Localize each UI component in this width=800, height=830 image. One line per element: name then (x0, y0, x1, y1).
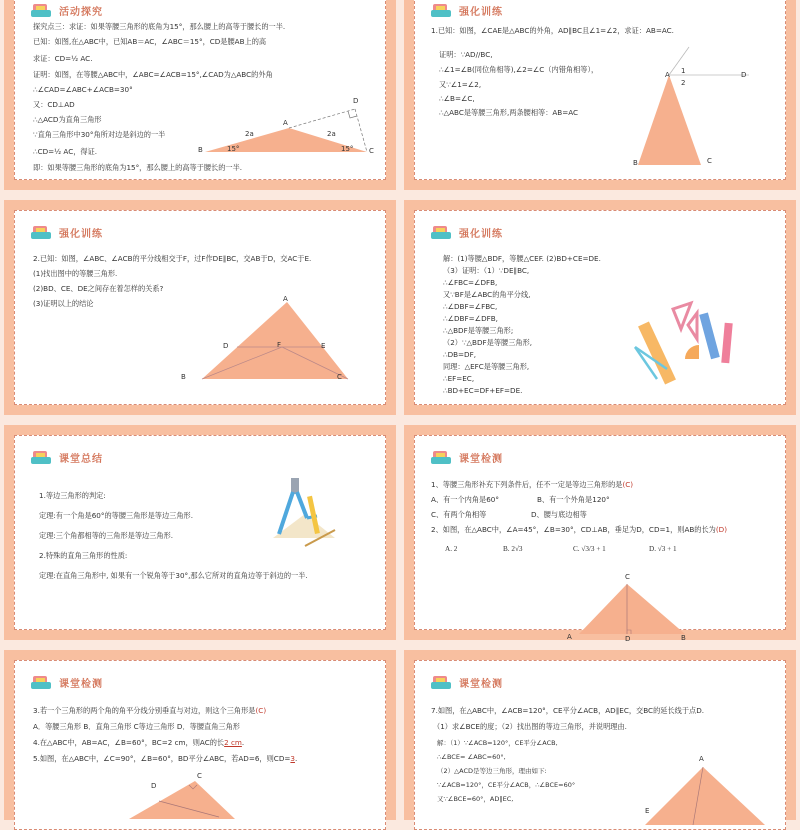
text-line: (2)BD、CE、DE之间存在着怎样的关系? (33, 284, 164, 293)
question-text: 1.已知：如图，∠CAE是△ABC的外角，AD∥BC且∠1=∠2，求证：AB=AC. (431, 26, 674, 35)
vertex-label: A (699, 755, 704, 763)
slide-title: 强化训练 (459, 229, 503, 240)
angle-label: 2 (681, 79, 686, 87)
text-line: ∴∠CAD=∠ABC+∠ACB=30° (33, 85, 133, 94)
triangle-diagram (635, 765, 775, 825)
option-b: B. 2√3 (503, 545, 523, 553)
books-icon (31, 4, 53, 18)
triangle-diagram (195, 87, 395, 157)
question-text: 4.在△ABC中，AB=AC，∠B=60°，BC=2 cm，则AC的长2 cm. (33, 738, 245, 747)
books-icon (431, 4, 453, 18)
angle-label: 15° (227, 145, 240, 153)
slide-card (414, 660, 786, 830)
angle-label: 15° (341, 145, 354, 153)
slide-title: 课堂总结 (59, 454, 103, 465)
books-icon (31, 676, 53, 690)
text-line: 解：(1)等腰△BDF，等腰△CEF. (2)BD+CE=DE. (443, 254, 601, 263)
compass-illustration (265, 478, 345, 558)
options-text: A．等腰三角形 B．直角三角形 C等边三角形 D．等腰直角三角形 (33, 722, 240, 731)
side-label: 2a (327, 130, 336, 138)
slide-summary[interactable] (4, 425, 396, 640)
vertex-label: C (337, 373, 342, 381)
option-a: A、有一个内角是60° (431, 495, 499, 504)
question-parts: （1）求∠BCE的度；（2）找出图的等边三角形，并说明理由. (433, 722, 627, 731)
text-line: ∴∠FBC=∠DFB, (443, 278, 498, 287)
text-line: 证明：∵AD//BC, (439, 50, 493, 59)
slide-header (431, 3, 503, 18)
books-icon (31, 451, 53, 465)
slide-activity-explore[interactable] (4, 0, 396, 190)
question-text: 1、等腰三角形补充下列条件后，任不一定是等边三角形的是(C) (431, 480, 634, 489)
text-line: 即：如果等腰三角形的底角为15°，那么腰上的高等于腰长的一半. (33, 163, 243, 172)
vertex-label: C (707, 157, 712, 165)
slide-title: 课堂检测 (59, 679, 103, 690)
text-line: ∴△ABC是等腰三角形,两条腰相等：AB=AC (439, 108, 579, 117)
text-line: 又∵∠BCE=60°，AD∥EC, (437, 795, 514, 803)
question-text: 3.若一个三角形的两个角的角平分线分别垂直与对边，则这个三角形是(C) (33, 706, 267, 715)
slide-practice-2[interactable] (4, 200, 396, 415)
slide-practice-1[interactable] (404, 0, 796, 190)
option-d: D、腰与底边相等 (531, 510, 587, 519)
slide-header (431, 450, 503, 465)
slide-title: 强化训练 (59, 229, 103, 240)
text-line: ∴∠DBF=∠FBC, (443, 302, 498, 311)
text-line: ∴∠BCE= ∠ABC=60°, (437, 753, 506, 761)
slide-title: 课堂检测 (459, 454, 503, 465)
slide-title: 课堂检测 (459, 679, 503, 690)
text-line: ∴DB=DF, (443, 350, 477, 359)
slide-card (414, 210, 786, 405)
slide-header (431, 225, 503, 240)
text-line: ∴△BDF是等腰三角形; (443, 326, 514, 335)
vertex-label: C (625, 573, 630, 581)
text-line: ∴∠DBF=∠DFB, (443, 314, 498, 323)
vertex-label: B (633, 159, 638, 167)
text-line: ∵∠ACB=120°，CE平分∠ACB，∴∠BCE=60° (437, 781, 576, 789)
vertex-label: B (681, 634, 686, 642)
vertex-label: A (665, 71, 670, 79)
text-line: ∴EF=EC, (443, 374, 475, 383)
vertex-label: D (151, 782, 157, 790)
text-line: 求证：CD=½ AC. (33, 54, 93, 63)
books-icon (431, 451, 453, 465)
question-text: 2.已知：如图，∠ABC、∠ACB的平分线相交于F，过F作DE∥BC，交AB于D，交AC于E. (33, 254, 312, 263)
slide-title: 强化训练 (459, 7, 503, 18)
slide-card (14, 435, 386, 630)
option-a: A. 2 (445, 545, 458, 553)
text-line: （2）△ACD是等边三角形，理由如下: (437, 767, 547, 775)
text-line: 定理:有一个角是60°的等腰三角形是等边三角形. (39, 511, 194, 520)
vertex-label: C (369, 147, 374, 155)
text-line: ∴△ACD为直角三角形 (33, 115, 102, 124)
text-line: 1.等边三角形的判定: (39, 491, 106, 500)
slide-quiz-3[interactable] (404, 650, 796, 820)
text-line: 已知：如图,在△ABC中，已知AB＝AC，∠ABC＝15°，CD是腰AB上的高 (33, 37, 267, 46)
text-line: （3）证明：（1）∵DE∥BC, (443, 266, 530, 275)
triangle-diagram (115, 779, 245, 819)
text-line: ∴∠1=∠B(同位角相等),∠2=∠C（内错角相等）， (439, 65, 599, 74)
books-icon (31, 226, 53, 240)
triangle-diagram (185, 299, 355, 389)
text-line: ∴CD=½ AC，得证. (33, 147, 98, 156)
vertex-label: B (181, 373, 186, 381)
text-line: ∴∠B=∠C, (439, 94, 475, 103)
slide-card (14, 0, 386, 180)
text-line: 2.特殊的直角三角形的性质: (39, 551, 128, 560)
side-label: 2a (245, 130, 254, 138)
text-line: 定理:在直角三角形中, 如果有一个锐角等于30°,那么它所对的直角边等于斜边的一半. (39, 571, 308, 580)
text-line: (1)找出图中的等腰三角形. (33, 269, 118, 278)
slide-header (431, 675, 503, 690)
vertex-label: D (223, 342, 229, 350)
text-line: （2）∵△BDF是等腰三角形, (443, 338, 533, 347)
books-icon (431, 676, 453, 690)
text-line: (3)证明以上的结论 (33, 299, 94, 308)
text-line: 解：（1）∵∠ACB=120°，CE平分∠ACB, (437, 739, 558, 747)
vertex-label: D (353, 97, 359, 105)
slide-title: 活动探究 (59, 7, 103, 18)
slide-card (14, 210, 386, 405)
triangle-diagram (635, 47, 775, 177)
stationery-illustration (633, 299, 743, 389)
question-text: 2、如图，在△ABC中，∠A=45°，∠B=30°，CD⊥AB，垂足为D，CD=1，则AB的长为(D) (431, 525, 728, 534)
text-line: ∵直角三角形中30°角所对边是斜边的一半 (33, 130, 166, 139)
slide-card (14, 660, 386, 830)
slide-practice-2-solution[interactable] (404, 200, 796, 415)
vertex-label: E (321, 342, 326, 350)
angle-label: 1 (681, 67, 686, 75)
books-icon (431, 226, 453, 240)
slide-header (31, 450, 103, 465)
question-text: 7.如图，在△ABC中，∠ACB=120°，CE平分∠ACB，AD∥EC，交BC的延长线于点D. (431, 706, 705, 715)
vertex-label: D (741, 71, 747, 79)
slide-quiz-1[interactable] (404, 425, 796, 643)
text-line: ∴BD+EC=DF+EF=DE. (443, 386, 523, 395)
text-line: 同理：△EFC是等腰三角形, (443, 362, 530, 371)
vertex-label: E (645, 807, 650, 815)
slide-header (31, 225, 103, 240)
slide-header (31, 3, 103, 18)
slide-card (414, 0, 786, 180)
option-b: B、有一个外角是120° (537, 495, 610, 504)
vertex-label: D (625, 635, 631, 643)
text-line: 又∵BF是∠ABC的角平分线, (443, 290, 531, 299)
slide-quiz-2[interactable] (4, 650, 396, 820)
vertex-label: A (283, 119, 288, 127)
text-line: 又∵∠1=∠2, (439, 80, 482, 89)
text-line: 又：CD⊥AD (33, 100, 75, 109)
vertex-label: F (277, 341, 282, 349)
question-text: 5.如图，在△ABC中，∠C=90°，∠B=60°，BD平分∠ABC，若AD=6，则CD=3. (33, 754, 298, 763)
option-c: C. √3/3 + 1 (573, 545, 606, 553)
vertex-label: C (197, 772, 202, 780)
text-line: 探究点三：求证：如果等腰三角形的底角为15°，那么腰上的高等于腰长的一半. (33, 22, 286, 31)
slide-card (414, 435, 786, 643)
text-line: 证明：如图，在等腰△ABC中，∠ABC=∠ACB=15°,∠CAD为△ABC的外角 (33, 70, 273, 79)
vertex-label: B (198, 146, 203, 154)
text-line: 定理:三个角都相等的三角形是等边三角形. (39, 531, 174, 540)
option-c: C、有两个角相等 (431, 510, 487, 519)
slide-header (31, 675, 103, 690)
vertex-label: A (283, 295, 288, 303)
triangle-diagram (575, 576, 695, 642)
vertex-label: A (567, 633, 572, 641)
option-d: D. √3 + 1 (649, 545, 677, 553)
